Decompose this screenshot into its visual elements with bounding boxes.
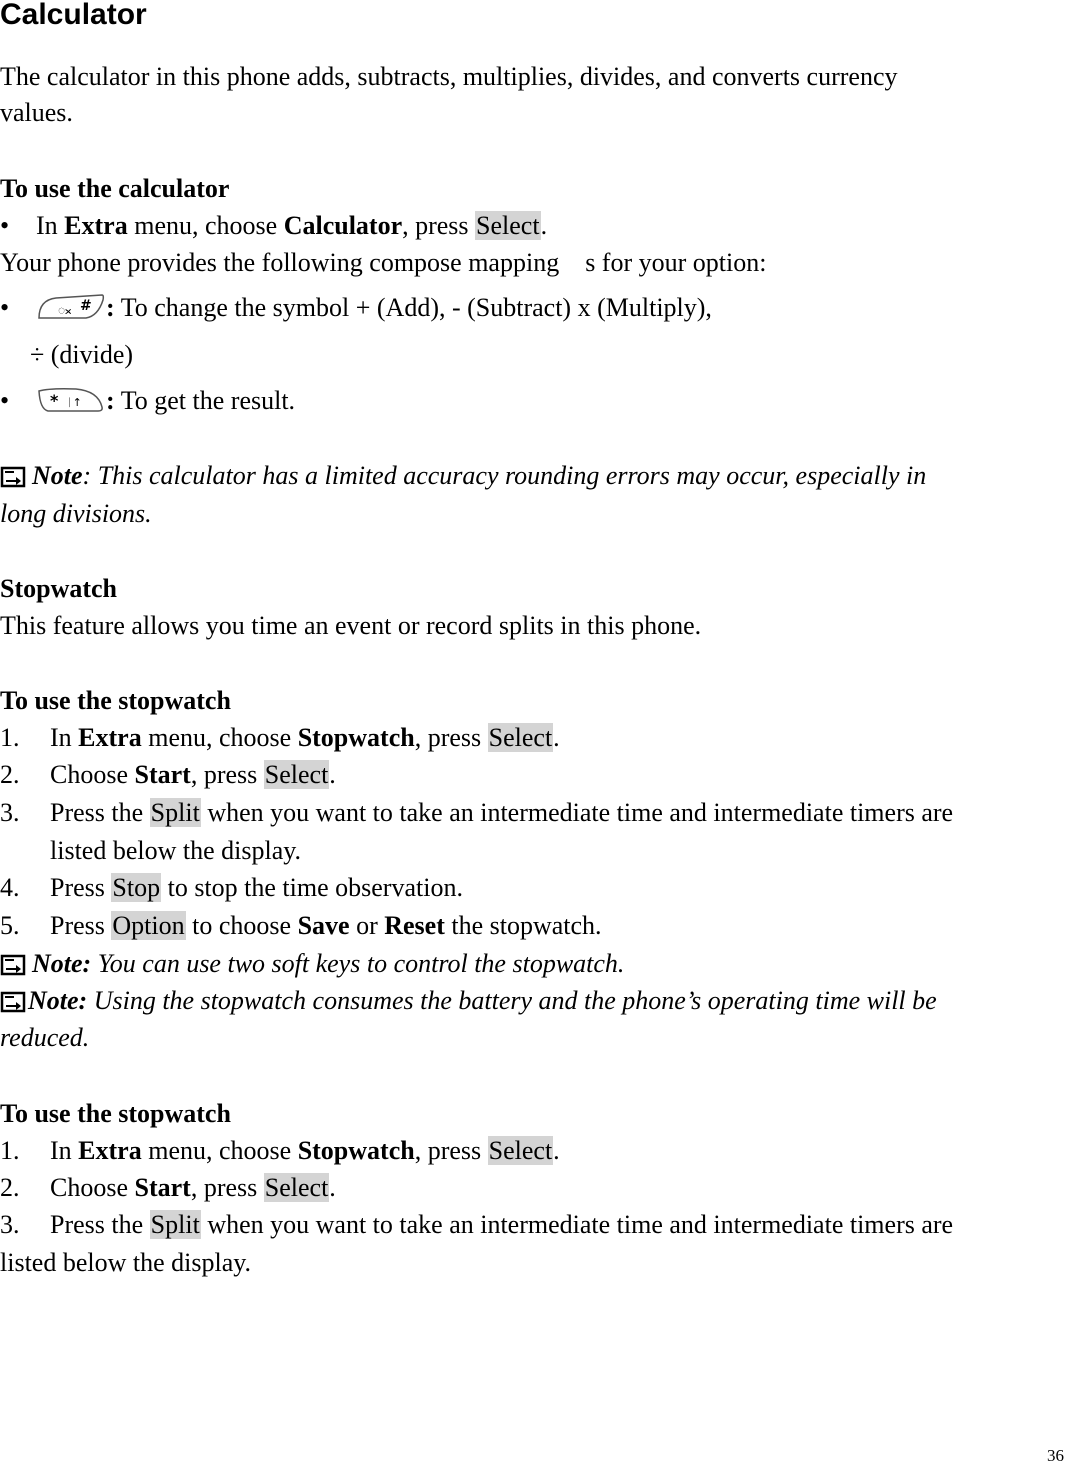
sw-note-2-cont bbox=[0, 1021, 89, 1055]
calc-intro-line1: The calculator in this phone adds, subtracts, multiplies, divides, and converts currency bbox=[0, 62, 898, 91]
sw-step-4 bbox=[0, 871, 463, 905]
heading-text: To use the stopwatch bbox=[0, 1099, 231, 1128]
stopwatch-intro: This feature allows you time an event or record splits in this phone. bbox=[0, 611, 702, 640]
calc-heading-text: To use the calculator bbox=[0, 174, 230, 203]
stopwatch-title bbox=[0, 572, 117, 606]
calc-note bbox=[0, 459, 926, 497]
sw-step-1 bbox=[0, 721, 560, 755]
svg-text:*: * bbox=[50, 391, 59, 410]
sw-heading-2 bbox=[0, 1097, 231, 1131]
text: menu, choose bbox=[141, 1136, 298, 1165]
text: . bbox=[553, 723, 560, 752]
star-key-icon bbox=[36, 385, 106, 424]
softkey-stop: Stop bbox=[112, 873, 161, 902]
softkey-select: Select bbox=[488, 1136, 553, 1165]
text: In bbox=[36, 211, 65, 240]
bullet-hash-cont: ÷ (divide) bbox=[30, 340, 134, 369]
note-label: Note bbox=[32, 461, 83, 490]
sw-step-3-cont: listed below the display. bbox=[50, 836, 302, 865]
text: In bbox=[50, 723, 79, 752]
bullet: • bbox=[0, 211, 10, 240]
calc-heading bbox=[0, 172, 229, 206]
sw-step-3 bbox=[0, 796, 953, 830]
sw2-step-1 bbox=[0, 1134, 560, 1168]
hash-key-icon bbox=[36, 292, 106, 331]
text: the stopwatch. bbox=[444, 911, 602, 940]
text: , press bbox=[190, 760, 264, 789]
step-number: 2. bbox=[0, 760, 20, 789]
item-name: Stopwatch bbox=[297, 723, 415, 752]
calc-step1 bbox=[0, 209, 547, 243]
calc-intro-line2: values. bbox=[0, 98, 73, 127]
text: Press the bbox=[50, 798, 150, 827]
text: , press bbox=[414, 723, 488, 752]
bullet: • bbox=[0, 293, 10, 322]
sw-step-2 bbox=[0, 758, 336, 792]
text: To change the symbol + (Add), - (Subtract) x (Multiply), bbox=[114, 293, 712, 322]
svg-text:ᯬ: ᯬ bbox=[58, 303, 72, 317]
sw2-step-3 bbox=[0, 1208, 953, 1242]
sw-note-2 bbox=[0, 984, 937, 1022]
item-name: Stopwatch bbox=[297, 1136, 415, 1165]
step-number: 3. bbox=[0, 1210, 20, 1239]
softkey-select: Select bbox=[264, 1173, 329, 1202]
calc-note-cont bbox=[0, 497, 152, 531]
text: , press bbox=[190, 1173, 264, 1202]
colon: : bbox=[106, 293, 115, 322]
text: . bbox=[329, 1173, 336, 1202]
text: Choose bbox=[50, 1173, 135, 1202]
section-title: Stopwatch bbox=[0, 574, 118, 603]
menu-name: Extra bbox=[78, 723, 142, 752]
text: Choose bbox=[50, 760, 135, 789]
note-label: Note: bbox=[28, 986, 88, 1015]
text: Press bbox=[50, 873, 112, 902]
menu-name: Extra bbox=[78, 1136, 142, 1165]
heading-text: To use the stopwatch bbox=[0, 686, 231, 715]
softkey-select: Select bbox=[264, 760, 329, 789]
note-text: : This calculator has a limited accuracy rounding errors may occur, especially in bbox=[82, 461, 927, 490]
page-title: Calculator bbox=[0, 0, 147, 31]
svg-text:#: # bbox=[80, 298, 92, 314]
item-name: Start bbox=[134, 760, 191, 789]
softkey-select: Select bbox=[476, 211, 540, 240]
note-icon bbox=[0, 988, 26, 1022]
step-number: 3. bbox=[0, 798, 20, 827]
text: Press the bbox=[50, 1210, 150, 1239]
text: or bbox=[349, 911, 385, 940]
note-label: Note: bbox=[32, 949, 92, 978]
bullet-star bbox=[0, 384, 295, 424]
text: to stop the time observation. bbox=[161, 873, 463, 902]
text: To get the result. bbox=[114, 386, 296, 415]
note-text: You can use two soft keys to control the stopwatch. bbox=[91, 949, 625, 978]
sw2-step-3-cont: listed below the display. bbox=[0, 1248, 252, 1277]
step-number: 5. bbox=[0, 911, 20, 940]
item-name: Reset bbox=[384, 911, 445, 940]
colon: : bbox=[106, 386, 115, 415]
bullet: • bbox=[0, 386, 10, 415]
softkey-option: Option bbox=[112, 911, 185, 940]
text: . bbox=[540, 211, 548, 240]
menu-name: Extra bbox=[64, 211, 128, 240]
softkey-split: Split bbox=[150, 1210, 200, 1239]
step-number: 1. bbox=[0, 723, 20, 752]
text: when you want to take an intermediate time and intermediate timers are bbox=[200, 1210, 954, 1239]
note-text: long divisions. bbox=[0, 499, 152, 528]
text: menu, choose bbox=[141, 723, 298, 752]
item-name: Start bbox=[134, 1173, 191, 1202]
step-number: 4. bbox=[0, 873, 20, 902]
note-icon bbox=[0, 463, 26, 497]
note-text: reduced. bbox=[0, 1023, 90, 1052]
text: , press bbox=[414, 1136, 488, 1165]
text: Press bbox=[50, 911, 112, 940]
step-number: 2. bbox=[0, 1173, 20, 1202]
text: menu, choose bbox=[127, 211, 284, 240]
text: , press bbox=[402, 211, 476, 240]
sw2-step-2 bbox=[0, 1171, 336, 1205]
bullet-hash bbox=[0, 291, 712, 331]
item-name: Save bbox=[297, 911, 350, 940]
item-name: Calculator bbox=[283, 211, 403, 240]
softkey-select: Select bbox=[488, 723, 553, 752]
page-number: 36 bbox=[1047, 1446, 1064, 1465]
text: . bbox=[553, 1136, 560, 1165]
sw-step-5 bbox=[0, 909, 602, 943]
note-text: Using the stopwatch consumes the battery and the phone’s operating time will be bbox=[87, 986, 937, 1015]
text: In bbox=[50, 1136, 79, 1165]
text: when you want to take an intermediate time and intermediate timers are bbox=[200, 798, 954, 827]
compose-line: Your phone provides the following compose mapping s for your option: bbox=[0, 248, 767, 277]
note-icon bbox=[0, 951, 26, 985]
softkey-split: Split bbox=[150, 798, 200, 827]
step-number: 1. bbox=[0, 1136, 20, 1165]
text: . bbox=[329, 760, 336, 789]
svg-text:ᛁ↑: ᛁ↑ bbox=[66, 396, 82, 409]
text: to choose bbox=[185, 911, 298, 940]
sw-heading bbox=[0, 684, 231, 718]
sw-note-1 bbox=[0, 947, 624, 985]
